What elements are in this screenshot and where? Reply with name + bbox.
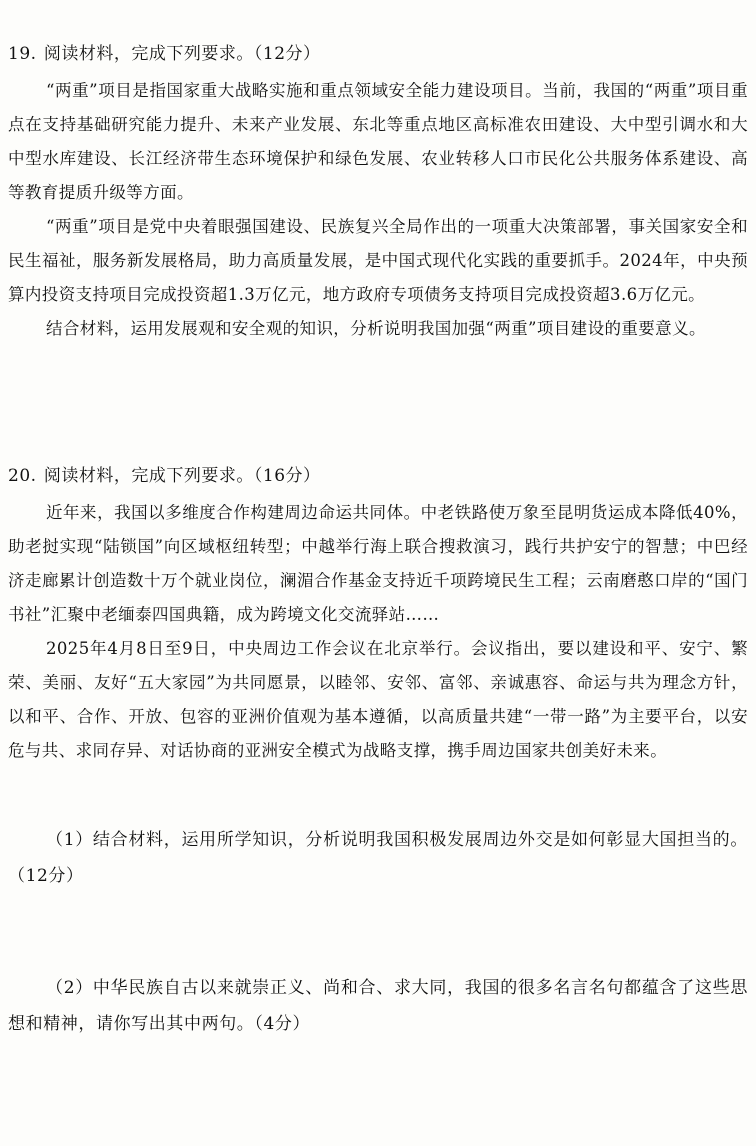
question-number: 20. — [8, 466, 37, 486]
material-paragraph: “两重”项目是党中央着眼强国建设、民族复兴全局作出的一项重大决策部署，事关国家安全和民生福祉，服务新发展格局，助力高质量发展，是中国式现代化实践的重要抓手。2024年，中央预算内投资支持项目完成投资超1.3万亿元，地方政府专项债务支持项目完成投资超3.6万亿元。 — [8, 217, 748, 304]
material-paragraph: “两重”项目是指国家重大战略实施和重点领域安全能力建设项目。当前，我国的“两重”项目重点在支持基础研究能力提升、未来产业发展、东北等重点地区高标准农田建设、大中型引调水和大中型水库建设、长江经济带生态环境保护和绿色发展、农业转移人口市民化公共服务体系建设、高等教育提质升级等方面。 — [8, 81, 748, 202]
sub-question-2 — [8, 970, 748, 1042]
question-prompt: 结合材料，运用发展观和安全观的知识，分析说明我国加强“两重”项目建设的重要意义。 — [46, 319, 706, 338]
question-20 — [8, 462, 748, 768]
material-paragraph: 近年来，我国以多维度合作构建周边命运共同体。中老铁路使万象至昆明货运成本降低40%，助老挝实现“陆锁国”向区域枢纽转型；中越举行海上联合搜救演习，践行共护安宁的智慧；中巴经济走廊累计创造数十万个就业岗位，澜湄合作基金支持近千项跨境民生工程；云南磨憨口岸的“国门书社”汇聚中老缅泰四国典籍，成为跨境文化交流驿站…… — [8, 503, 748, 624]
question-20-heading — [8, 462, 748, 490]
question-19 — [8, 40, 748, 346]
sub-question-1 — [8, 822, 748, 894]
sub-question-text: （1）结合材料，运用所学知识，分析说明我国积极发展周边外交是如何彰显大国担当的。（12分） — [8, 830, 748, 886]
question-instruction: 阅读材料，完成下列要求。（16分） — [43, 466, 321, 486]
sub-question-text: （2）中华民族自古以来就崇正义、尚和合、求大同，我国的很多名言名句都蕴含了这些思想和精神，请你写出其中两句。（4分） — [8, 978, 748, 1034]
question-19-heading — [8, 40, 748, 68]
material-paragraph: 2025年4月8日至9日，中央周边工作会议在北京举行。会议指出，要以建设和平、安宁、繁荣、美丽、友好“五大家园”为共同愿景，以睦邻、安邻、富邻、亲诚惠容、命运与共为理念方针，以和平、合作、开放、包容的亚洲价值观为基本遵循，以高质量共建“一带一路”为主要平台，以安危与共、求同存异、对话协商的亚洲安全模式为战略支撑，携手周边国家共创美好未来。 — [8, 639, 748, 760]
question-instruction: 阅读材料，完成下列要求。（12分） — [43, 44, 321, 64]
question-number: 19. — [8, 44, 37, 64]
